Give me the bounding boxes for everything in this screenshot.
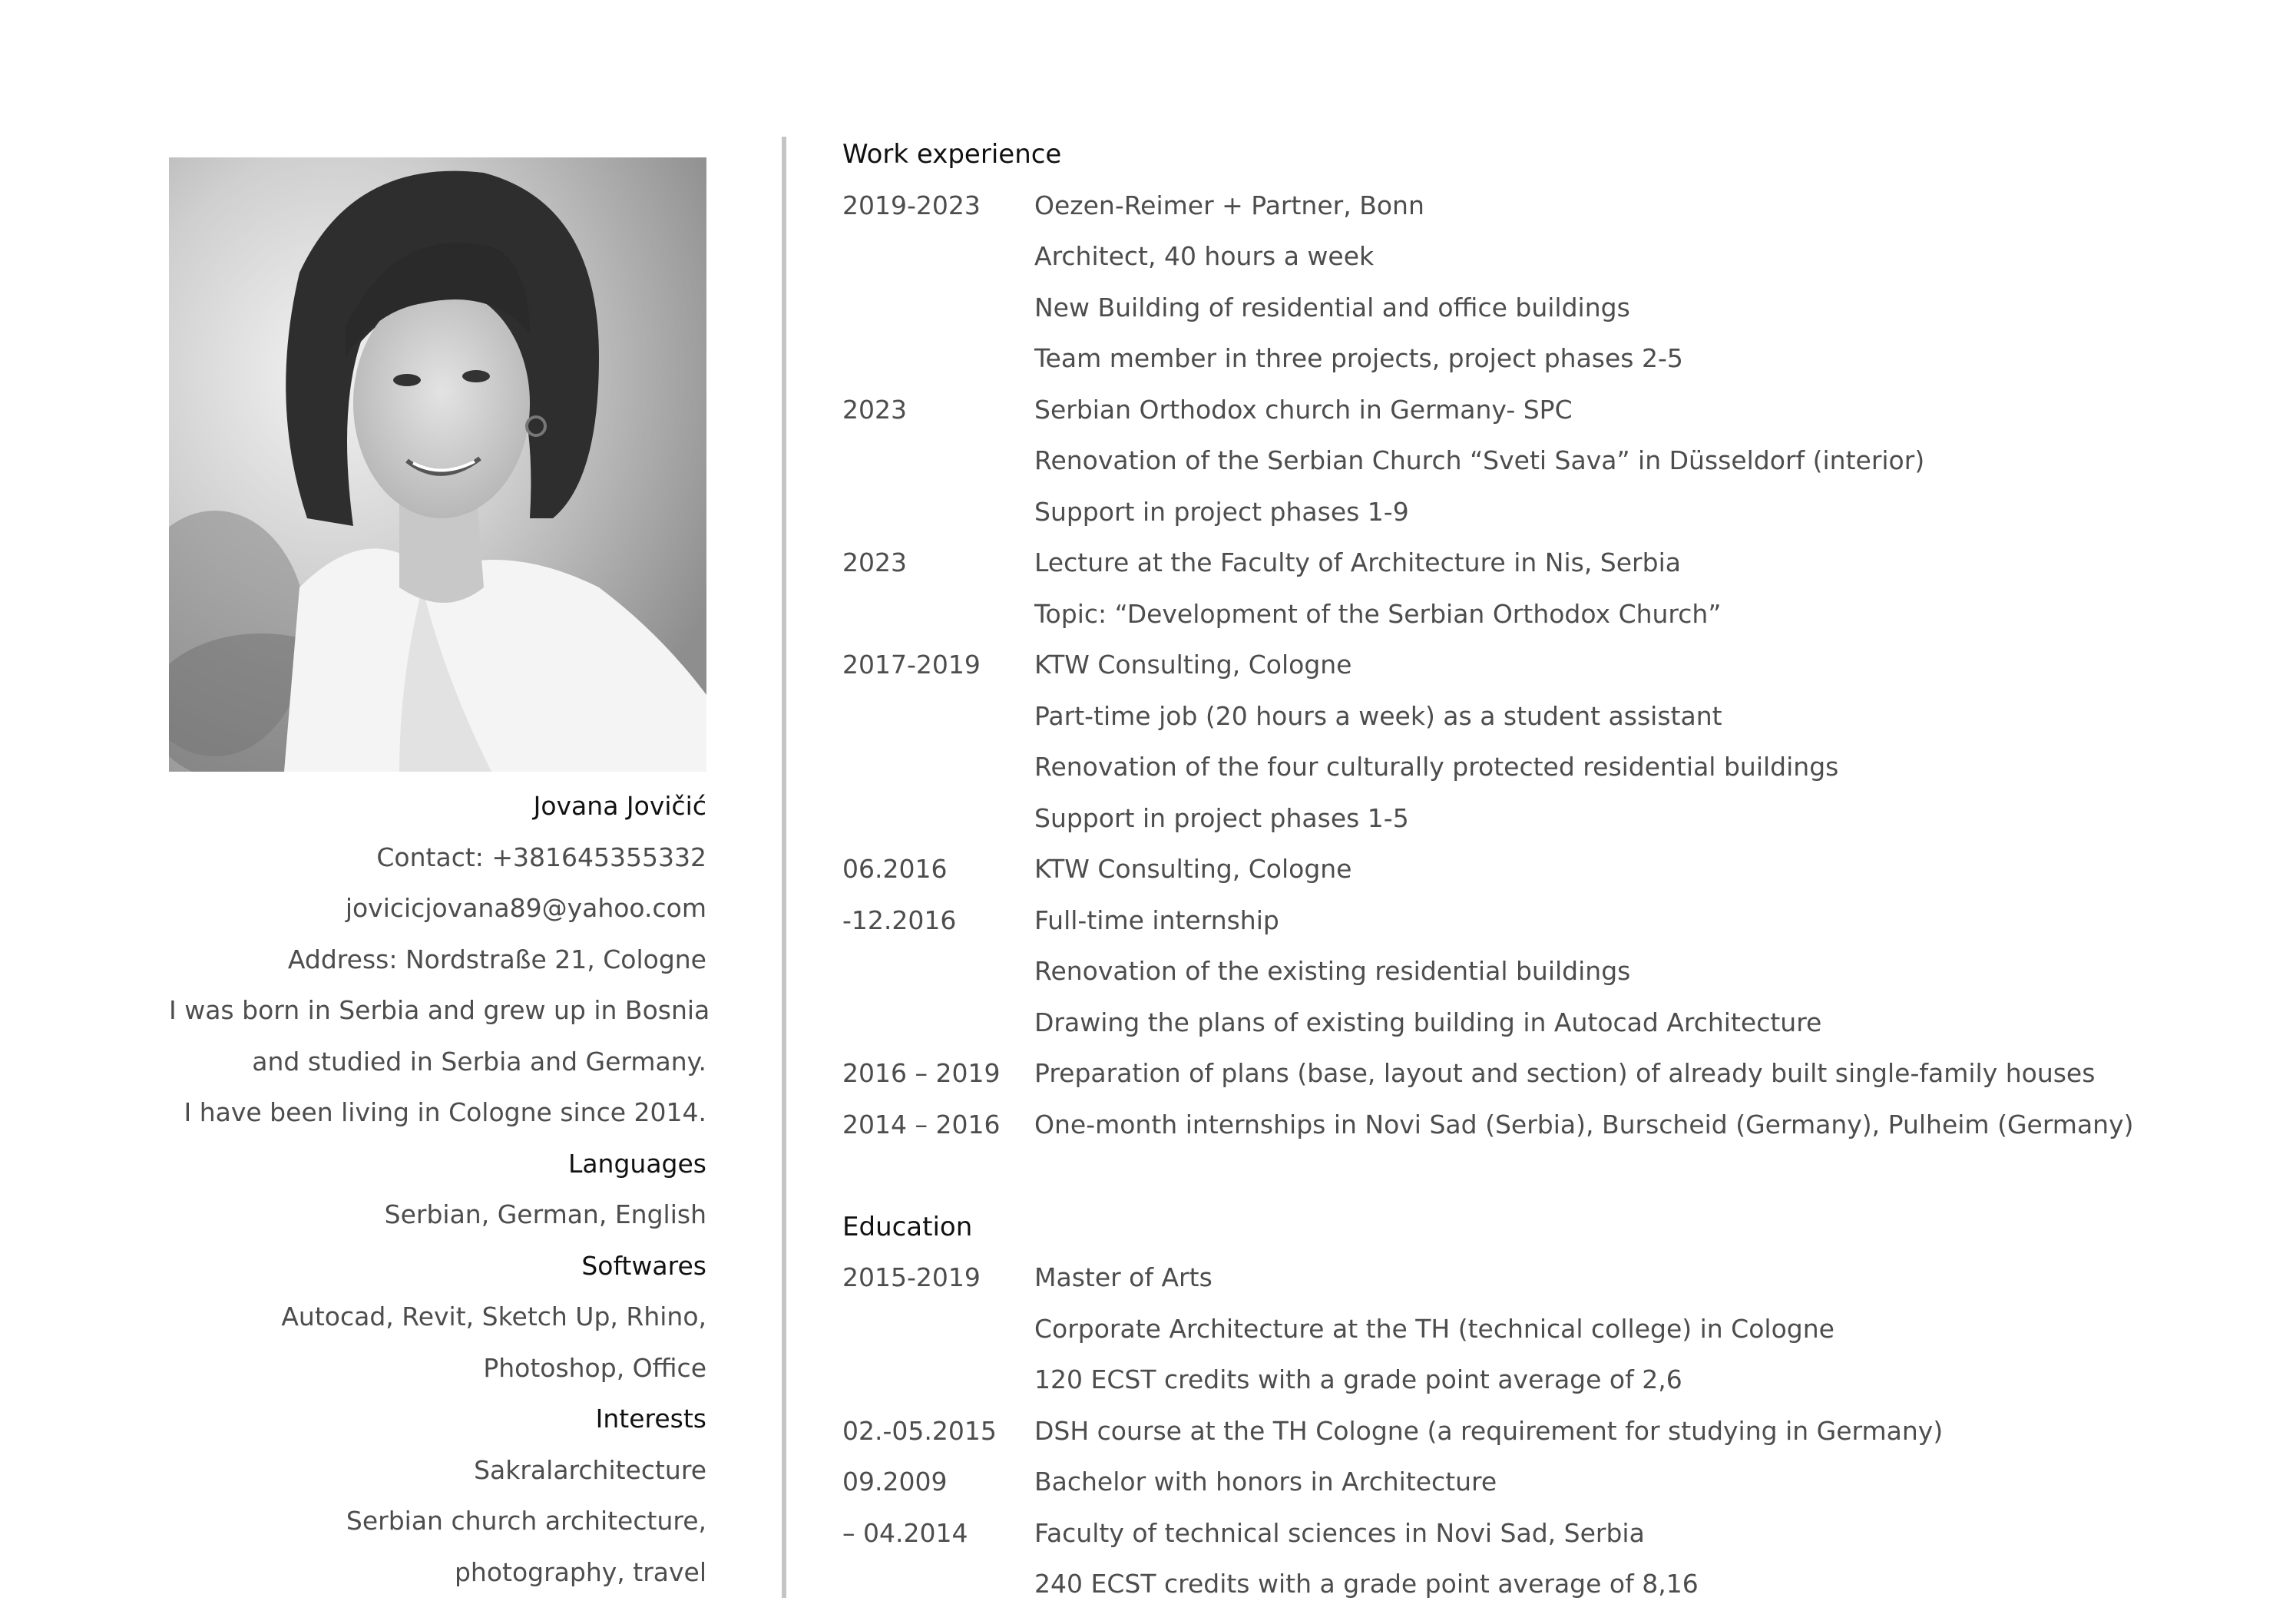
- entry-row: [842, 946, 2225, 997]
- entry-description: Team member in three projects, project phases 2-5: [1034, 343, 1683, 373]
- entry-description: Master of Arts: [1034, 1262, 1213, 1292]
- entry-description: Oezen-Reimer + Partner, Bonn: [1034, 190, 1424, 220]
- entry-row: [842, 180, 2225, 232]
- profile-column: [169, 157, 710, 1598]
- entry-row: [842, 844, 2225, 895]
- entry-description: One-month internships in Novi Sad (Serbia), Burscheid (Germany), Pulheim (Germany): [1034, 1109, 2134, 1139]
- section-gap: [842, 1150, 2225, 1202]
- entry-description: Full-time internship: [1034, 905, 1279, 935]
- profile-bio-line: I have been living in Cologne since 2014.: [184, 1097, 706, 1127]
- entry-description: Lecture at the Faculty of Architecture in Nis, Serbia: [1034, 547, 1681, 577]
- work-experience-list: [842, 180, 2225, 1151]
- entry-row: [842, 742, 2225, 793]
- entry-row: [842, 1354, 2225, 1406]
- entry-row: [842, 385, 2225, 436]
- entry-description: New Building of residential and office buildings: [1034, 292, 1630, 322]
- profile-photo: [169, 157, 706, 772]
- entry-row: [842, 1048, 2225, 1100]
- entry-row: [842, 691, 2225, 743]
- entry-description: Drawing the plans of existing building in Autocad Architecture: [1034, 1007, 1822, 1037]
- softwares-heading: Softwares: [581, 1250, 706, 1281]
- work-experience-title: Work experience: [842, 139, 1062, 170]
- entry-row: [842, 1457, 2225, 1508]
- profile-bio-line: and studied in Serbia and Germany.: [252, 1046, 706, 1077]
- entry-description: DSH course at the TH Cologne (a requirement for studying in Germany): [1034, 1415, 1944, 1446]
- entry-description: KTW Consulting, Cologne: [1034, 854, 1352, 884]
- interests-line: Serbian church architecture,: [346, 1506, 706, 1536]
- entry-description: Preparation of plans (base, layout and section) of already built single-family houses: [1034, 1058, 2096, 1088]
- entry-row: [842, 435, 2225, 487]
- entry-row: [842, 1508, 2225, 1560]
- softwares-line: Autocad, Revit, Sketch Up, Rhino,: [281, 1302, 706, 1331]
- entry-row: [842, 1100, 2225, 1151]
- entry-date: – 04.2014: [842, 1517, 968, 1548]
- entry-row: [842, 1406, 2225, 1457]
- education-title: Education: [842, 1211, 973, 1242]
- entry-row: [842, 487, 2225, 538]
- portrait-image: [169, 157, 706, 772]
- entry-row: [842, 1252, 2225, 1304]
- profile-info: [169, 781, 710, 1598]
- languages-heading: Languages: [567, 1148, 706, 1179]
- entry-date: 2023: [842, 547, 907, 577]
- entry-description: Renovation of the Serbian Church “Sveti Sava” in Düsseldorf (interior): [1034, 445, 1925, 475]
- entry-row: [842, 537, 2225, 589]
- entry-date: -12.2016: [842, 905, 957, 935]
- entry-date: 2023: [842, 394, 907, 425]
- entry-row: [842, 283, 2225, 334]
- entry-description: Serbian Orthodox church in Germany- SPC: [1034, 394, 1573, 425]
- entry-description: Topic: “Development of the Serbian Orthodox Church”: [1034, 598, 1722, 629]
- entry-description: 240 ECST credits with a grade point average of 8,16: [1034, 1569, 1699, 1599]
- entry-description: Part-time job (20 hours a week) as a student assistant: [1034, 700, 1722, 731]
- entry-date: 2017-2019: [842, 650, 981, 680]
- entry-row: [842, 333, 2225, 385]
- entry-description: Bachelor with honors in Architecture: [1034, 1467, 1497, 1497]
- entry-row: [842, 1559, 2225, 1610]
- entry-description: Corporate Architecture at the TH (technical college) in Cologne: [1034, 1313, 1834, 1344]
- entry-description: Support in project phases 1-9: [1034, 496, 1409, 527]
- entry-description: Faculty of technical sciences in Novi Sad, Serbia: [1034, 1517, 1645, 1548]
- interests-line: photography, travel: [454, 1556, 706, 1587]
- interests-heading: Interests: [595, 1404, 706, 1434]
- entry-description: Renovation of the existing residential buildings: [1034, 956, 1631, 986]
- entry-date: 02.-05.2015: [842, 1415, 997, 1446]
- entry-description: Renovation of the four culturally protected residential buildings: [1034, 752, 1839, 782]
- education-list: [842, 1252, 2225, 1610]
- experience-column: [842, 129, 2225, 1610]
- entry-description: KTW Consulting, Cologne: [1034, 650, 1352, 680]
- entry-row: [842, 640, 2225, 691]
- profile-email[interactable]: jovicicjovana89@yahoo.com: [345, 893, 706, 923]
- entry-date: 2019-2023: [842, 190, 981, 220]
- entry-date: 2015-2019: [842, 1262, 981, 1292]
- entry-date: 09.2009: [842, 1467, 948, 1497]
- entry-row: [842, 997, 2225, 1049]
- entry-description: Architect, 40 hours a week: [1034, 241, 1375, 271]
- entry-row: [842, 793, 2225, 845]
- languages-list: Serbian, German, English: [384, 1199, 706, 1229]
- entry-date: 2016 – 2019: [842, 1058, 1001, 1088]
- entry-row: [842, 895, 2225, 947]
- profile-address: Address: Nordstraße 21, Cologne: [287, 944, 706, 974]
- entry-description: 120 ECST credits with a grade point average of 2,6: [1034, 1364, 1682, 1394]
- profile-contact: Contact: +381645355332: [376, 842, 706, 872]
- entry-date: 06.2016: [842, 854, 948, 884]
- profile-name: Jovana Jovičić: [533, 791, 706, 821]
- entry-row: [842, 231, 2225, 283]
- profile-bio-line: I was born in Serbia and grew up in Bosnia: [169, 995, 710, 1025]
- softwares-line: Photoshop, Office: [483, 1352, 706, 1383]
- entry-row: [842, 589, 2225, 640]
- entry-date: 2014 – 2016: [842, 1109, 1001, 1139]
- entry-description: Support in project phases 1-5: [1034, 802, 1409, 833]
- entry-row: [842, 1304, 2225, 1355]
- column-divider: [782, 137, 786, 1598]
- interests-line: Sakralarchitecture: [474, 1454, 706, 1485]
